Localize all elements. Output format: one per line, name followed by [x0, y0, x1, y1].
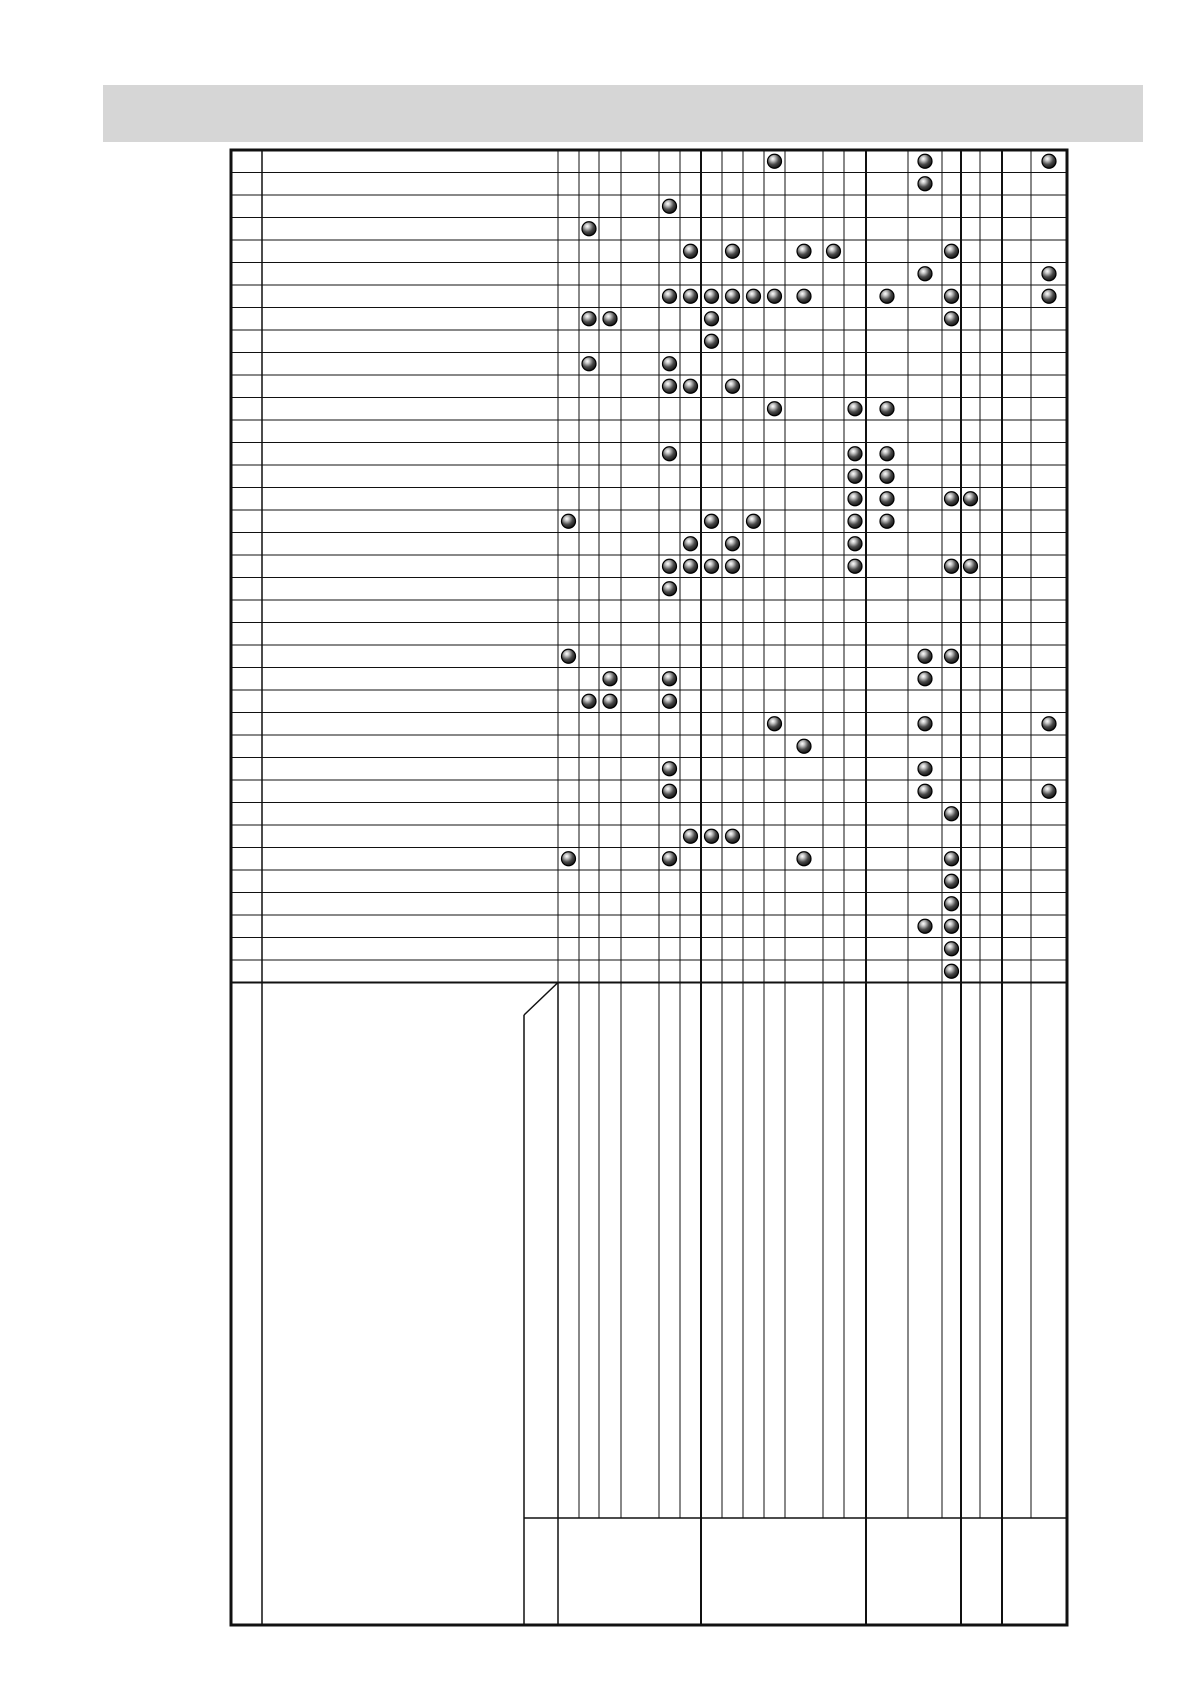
mark-dot: [705, 829, 719, 843]
mark-dot: [880, 447, 894, 461]
mark-dot: [705, 514, 719, 528]
mark-dot: [603, 312, 617, 326]
mark-dot: [945, 289, 959, 303]
mark-dot: [663, 379, 677, 393]
mark-dot: [684, 559, 698, 573]
mark-dot: [945, 649, 959, 663]
mark-dot: [663, 559, 677, 573]
mark-dot: [945, 492, 959, 506]
mark-dot: [945, 919, 959, 933]
mark-dot: [663, 199, 677, 213]
mark-dot: [663, 582, 677, 596]
mark-dot: [603, 694, 617, 708]
mark-dot: [945, 942, 959, 956]
mark-dot: [918, 919, 932, 933]
mark-dot: [747, 289, 761, 303]
mark-dot: [797, 244, 811, 258]
mark-dot: [848, 492, 862, 506]
mark-dot: [880, 492, 894, 506]
mark-dot: [848, 559, 862, 573]
mark-dot: [663, 694, 677, 708]
mark-dot: [768, 154, 782, 168]
mark-dot: [582, 222, 596, 236]
mark-dot: [663, 289, 677, 303]
mark-dot: [1042, 267, 1056, 281]
mark-dot: [918, 672, 932, 686]
mark-dot: [945, 312, 959, 326]
mark-dot: [582, 357, 596, 371]
mark-dot: [663, 852, 677, 866]
mark-dot: [663, 447, 677, 461]
mark-dot: [797, 289, 811, 303]
mark-dot: [945, 964, 959, 978]
mark-dot: [726, 244, 740, 258]
mark-dot: [726, 379, 740, 393]
mark-dot: [918, 762, 932, 776]
mark-dot: [1042, 289, 1056, 303]
mark-dot: [1042, 717, 1056, 731]
mark-dot: [945, 897, 959, 911]
mark-dot: [684, 244, 698, 258]
mark-dot: [797, 852, 811, 866]
mark-dot: [663, 762, 677, 776]
mark-dot: [918, 177, 932, 191]
mark-dot: [726, 537, 740, 551]
mark-dot: [964, 559, 978, 573]
mark-dot: [880, 514, 894, 528]
mark-dot: [582, 694, 596, 708]
mark-dot: [964, 492, 978, 506]
mark-dot: [705, 334, 719, 348]
mark-dot: [880, 289, 894, 303]
mark-dot: [663, 784, 677, 798]
mark-dot: [1042, 154, 1056, 168]
mark-dot: [918, 649, 932, 663]
mark-dot: [1042, 784, 1056, 798]
mark-dot: [945, 874, 959, 888]
mark-dot: [562, 852, 576, 866]
mark-dot: [918, 154, 932, 168]
mark-dot: [726, 289, 740, 303]
mark-dot: [945, 559, 959, 573]
mark-dot: [562, 649, 576, 663]
mark-dot: [880, 402, 894, 416]
mark-dot: [747, 514, 761, 528]
diagonal-cut: [524, 983, 558, 1016]
mark-dot: [827, 244, 841, 258]
mark-dot: [663, 672, 677, 686]
mark-dot: [918, 784, 932, 798]
mark-dot: [848, 447, 862, 461]
mark-dot: [768, 289, 782, 303]
mark-dot: [945, 852, 959, 866]
mark-dot: [684, 829, 698, 843]
mark-dot: [848, 537, 862, 551]
mark-dot: [768, 402, 782, 416]
mark-dot: [684, 289, 698, 303]
mark-dot: [562, 514, 576, 528]
mark-dot: [848, 469, 862, 483]
mark-dot: [684, 379, 698, 393]
mark-dot: [945, 244, 959, 258]
mark-dot: [663, 357, 677, 371]
mark-dot: [705, 312, 719, 326]
mark-dot: [918, 267, 932, 281]
mark-dot: [918, 717, 932, 731]
mark-dot: [726, 829, 740, 843]
mark-dot: [684, 537, 698, 551]
mark-dot: [582, 312, 596, 326]
mark-dot: [848, 514, 862, 528]
mark-dot: [726, 559, 740, 573]
mark-dot: [768, 717, 782, 731]
mark-dot: [603, 672, 617, 686]
mark-dot: [797, 739, 811, 753]
mark-dot: [848, 402, 862, 416]
mark-dot: [705, 289, 719, 303]
mark-dot: [880, 469, 894, 483]
mark-dot: [705, 559, 719, 573]
mark-dot: [945, 807, 959, 821]
